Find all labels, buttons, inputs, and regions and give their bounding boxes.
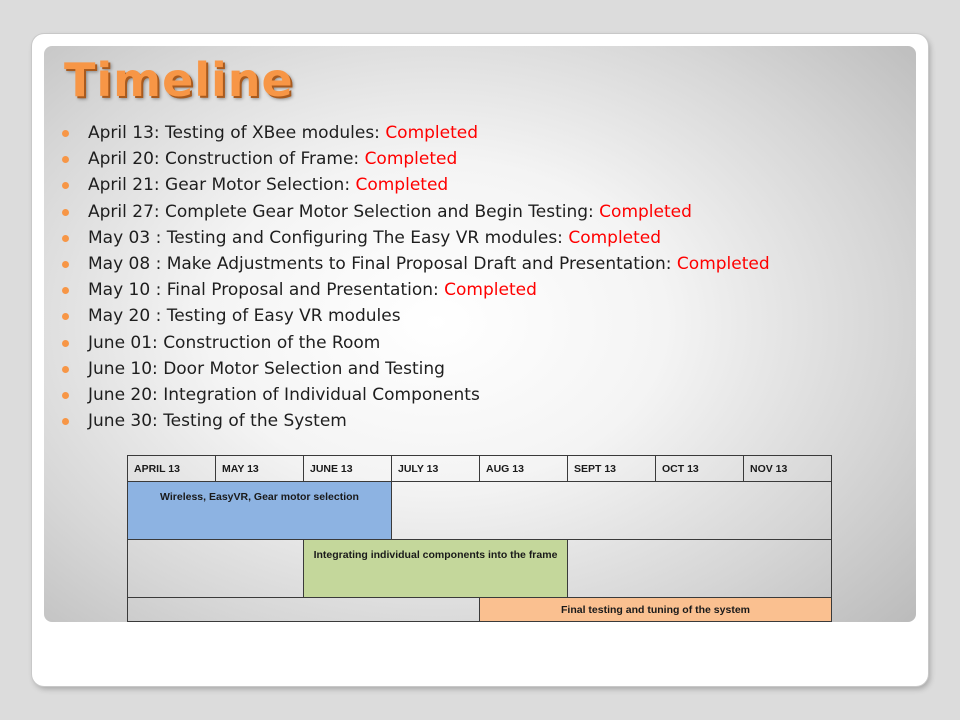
gantt-task-bar: Wireless, EasyVR, Gear motor selection [128,482,392,540]
month-header: JULY 13 [392,456,480,482]
timeline-item [62,358,770,384]
month-header: SEPT 13 [568,456,656,482]
bullet-icon [62,313,69,320]
item-text: June 01: Construction of the Room [88,332,381,353]
gantt-task-bar: Final testing and tuning of the system [480,598,832,622]
timeline-item [62,148,770,174]
gantt-table [127,455,832,622]
timeline-item [62,410,770,436]
item-status: Completed [355,175,449,196]
timeline-item [62,174,770,200]
item-status: Completed [364,149,458,170]
month-header: APRIL 13 [128,456,216,482]
gantt-task-bar: Integrating individual components into the frame [304,540,568,598]
item-text: May 20 : Testing of Easy VR modules [88,306,401,327]
item-text: April 20: Construction of Frame: [88,149,365,170]
item-status: Completed [599,201,692,222]
item-text: April 13: Testing of XBee modules: [88,123,386,143]
timeline-item [62,122,770,148]
bullet-icon [62,366,69,373]
gantt-row [128,598,832,622]
gantt-empty-cell [128,598,480,622]
bullet-icon [62,392,69,399]
item-text: May 03 : Testing and Configuring The Easy VR modules: [88,227,569,248]
bullet-icon [62,235,69,242]
month-header: NOV 13 [744,456,832,482]
item-status: Completed [385,123,479,143]
item-text: May 08 : Make Adjustments to Final Proposal Draft and Presentation: [88,253,677,274]
timeline-item [62,332,770,358]
item-text: May 10 : Final Proposal and Presentation: [88,280,445,301]
month-header: AUG 13 [480,456,568,482]
month-header: MAY 13 [216,456,304,482]
item-text: June 20: Integration of Individual Components [88,384,480,405]
bullet-icon [62,130,69,137]
bullet-icon [62,156,69,163]
item-text: June 10: Door Motor Selection and Testing [88,358,445,379]
bullet-icon [62,209,69,216]
timeline-item [62,384,770,410]
item-status: Completed [676,253,770,274]
timeline-item [62,201,770,227]
gantt-empty-cell [128,540,304,598]
timeline-list [62,122,770,436]
bullet-icon [62,340,69,347]
bullet-icon [62,182,69,189]
timeline-item [62,253,770,279]
gantt-row [128,540,832,598]
gantt-empty-cell [392,482,832,540]
month-header: OCT 13 [656,456,744,482]
item-status: Completed [444,280,537,301]
month-header: JUNE 13 [304,456,392,482]
gantt-empty-cell [568,540,832,598]
timeline-item [62,305,770,331]
bullet-icon [62,287,69,294]
timeline-item [62,279,770,305]
gantt-header-row [128,456,832,482]
bullet-icon [62,261,69,268]
item-text: June 30: Testing of the System [88,411,347,432]
bullet-icon [62,418,69,425]
item-text: April 21: Gear Motor Selection: [88,175,356,196]
item-status: Completed [568,227,662,248]
timeline-item [62,227,770,253]
slide-title: Timeline [64,53,294,107]
gantt-row [128,482,832,540]
item-text: April 27: Complete Gear Motor Selection and Begin Testing: [88,201,600,222]
